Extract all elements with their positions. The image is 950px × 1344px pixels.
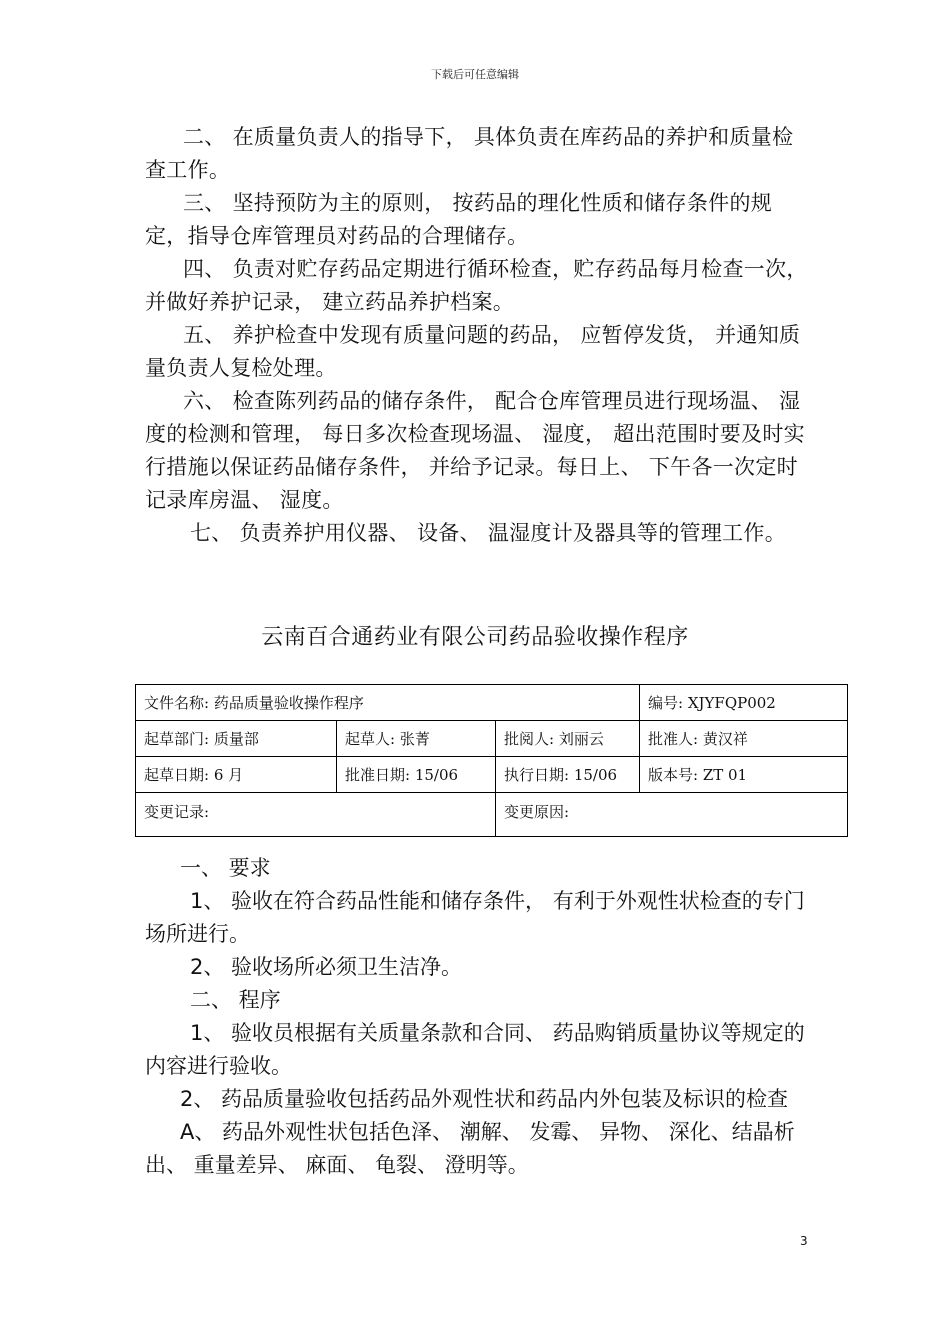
table-row bbox=[136, 793, 848, 837]
table-row bbox=[136, 685, 848, 721]
duty-item: 七、 负责养护用仪器、 设备、 温湿度计及器具等的管理工作。 bbox=[190, 521, 787, 545]
document-title: 云南百合通药业有限公司药品验收操作程序 bbox=[261, 625, 689, 650]
reviewer-cell: 批阅人: 刘丽云 bbox=[496, 721, 640, 757]
duty-item: 三、 坚持预防为主的原则， 按药品的理化性质和储存条件的规定，指导仓库管理员对药品的合理储存。 bbox=[145, 191, 773, 248]
approver-cell: 批准人: 黄汉祥 bbox=[640, 721, 848, 757]
drafter-cell: 起草人: 张菁 bbox=[337, 721, 496, 757]
section-item: 2、 药品质量验收包括药品外观性状和药品内外包装及标识的检查 bbox=[180, 1087, 789, 1111]
section-item: A、 药品外观性状包括色泽、 潮解、 发霉、 异物、 深化、结晶析出、 重量差异、 麻面、 龟裂、 澄明等。 bbox=[145, 1120, 795, 1177]
header-note: 下载后可任意编辑 bbox=[431, 68, 519, 81]
page-number: 3 bbox=[800, 1234, 808, 1248]
duty-item: 四、 负责对贮存药品定期进行循环检查，贮存药品每月检查一次， 并做好养护记录， 建立药品养护档案。 bbox=[145, 257, 808, 314]
code-cell: 编号: XJYFQP002 bbox=[640, 685, 848, 721]
table-row bbox=[136, 757, 848, 793]
section-item: 1、 验收员根据有关质量条款和合同、 药品购销质量协议等规定的内容进行验收。 bbox=[145, 1021, 805, 1078]
draft-date-cell: 起草日期: 6 月 bbox=[136, 757, 337, 793]
change-record-cell: 变更记录: bbox=[136, 793, 496, 837]
table-row bbox=[136, 721, 848, 757]
document-info-table bbox=[135, 684, 848, 837]
section-item: 1、 验收在符合药品性能和储存条件， 有利于外观性状检查的专门场所进行。 bbox=[145, 889, 805, 946]
draft-dept-cell: 起草部门: 质量部 bbox=[136, 721, 337, 757]
change-reason-cell: 变更原因: bbox=[496, 793, 848, 837]
section-heading: 一、 要求 bbox=[180, 856, 271, 880]
duty-item: 六、 检查陈列药品的储存条件， 配合仓库管理员进行现场温、 湿度的检测和管理， 每日多次检查现场温、 湿度， 超出范围时要及时实行措施以保证药品储存条件， 并给予记录。每日上、 下午各一次定时记录库房温、 湿度。 bbox=[145, 389, 805, 512]
file-name-cell: 文件名称: 药品质量验收操作程序 bbox=[136, 685, 640, 721]
exec-date-cell: 执行日期: 15/06 bbox=[496, 757, 640, 793]
section-heading: 二、 程序 bbox=[190, 988, 281, 1012]
duty-item: 五、 养护检查中发现有质量问题的药品， 应暂停发货， 并通知质量负责人复检处理。 bbox=[145, 323, 801, 380]
section-item: 2、 验收场所必须卫生洁净。 bbox=[190, 955, 463, 979]
procedure-section bbox=[145, 852, 810, 1182]
duty-item: 二、 在质量负责人的指导下， 具体负责在库药品的养护和质量检查工作。 bbox=[145, 125, 794, 182]
duty-list bbox=[145, 121, 810, 550]
version-cell: 版本号: ZT 01 bbox=[640, 757, 848, 793]
approve-date-cell: 批准日期: 15/06 bbox=[337, 757, 496, 793]
